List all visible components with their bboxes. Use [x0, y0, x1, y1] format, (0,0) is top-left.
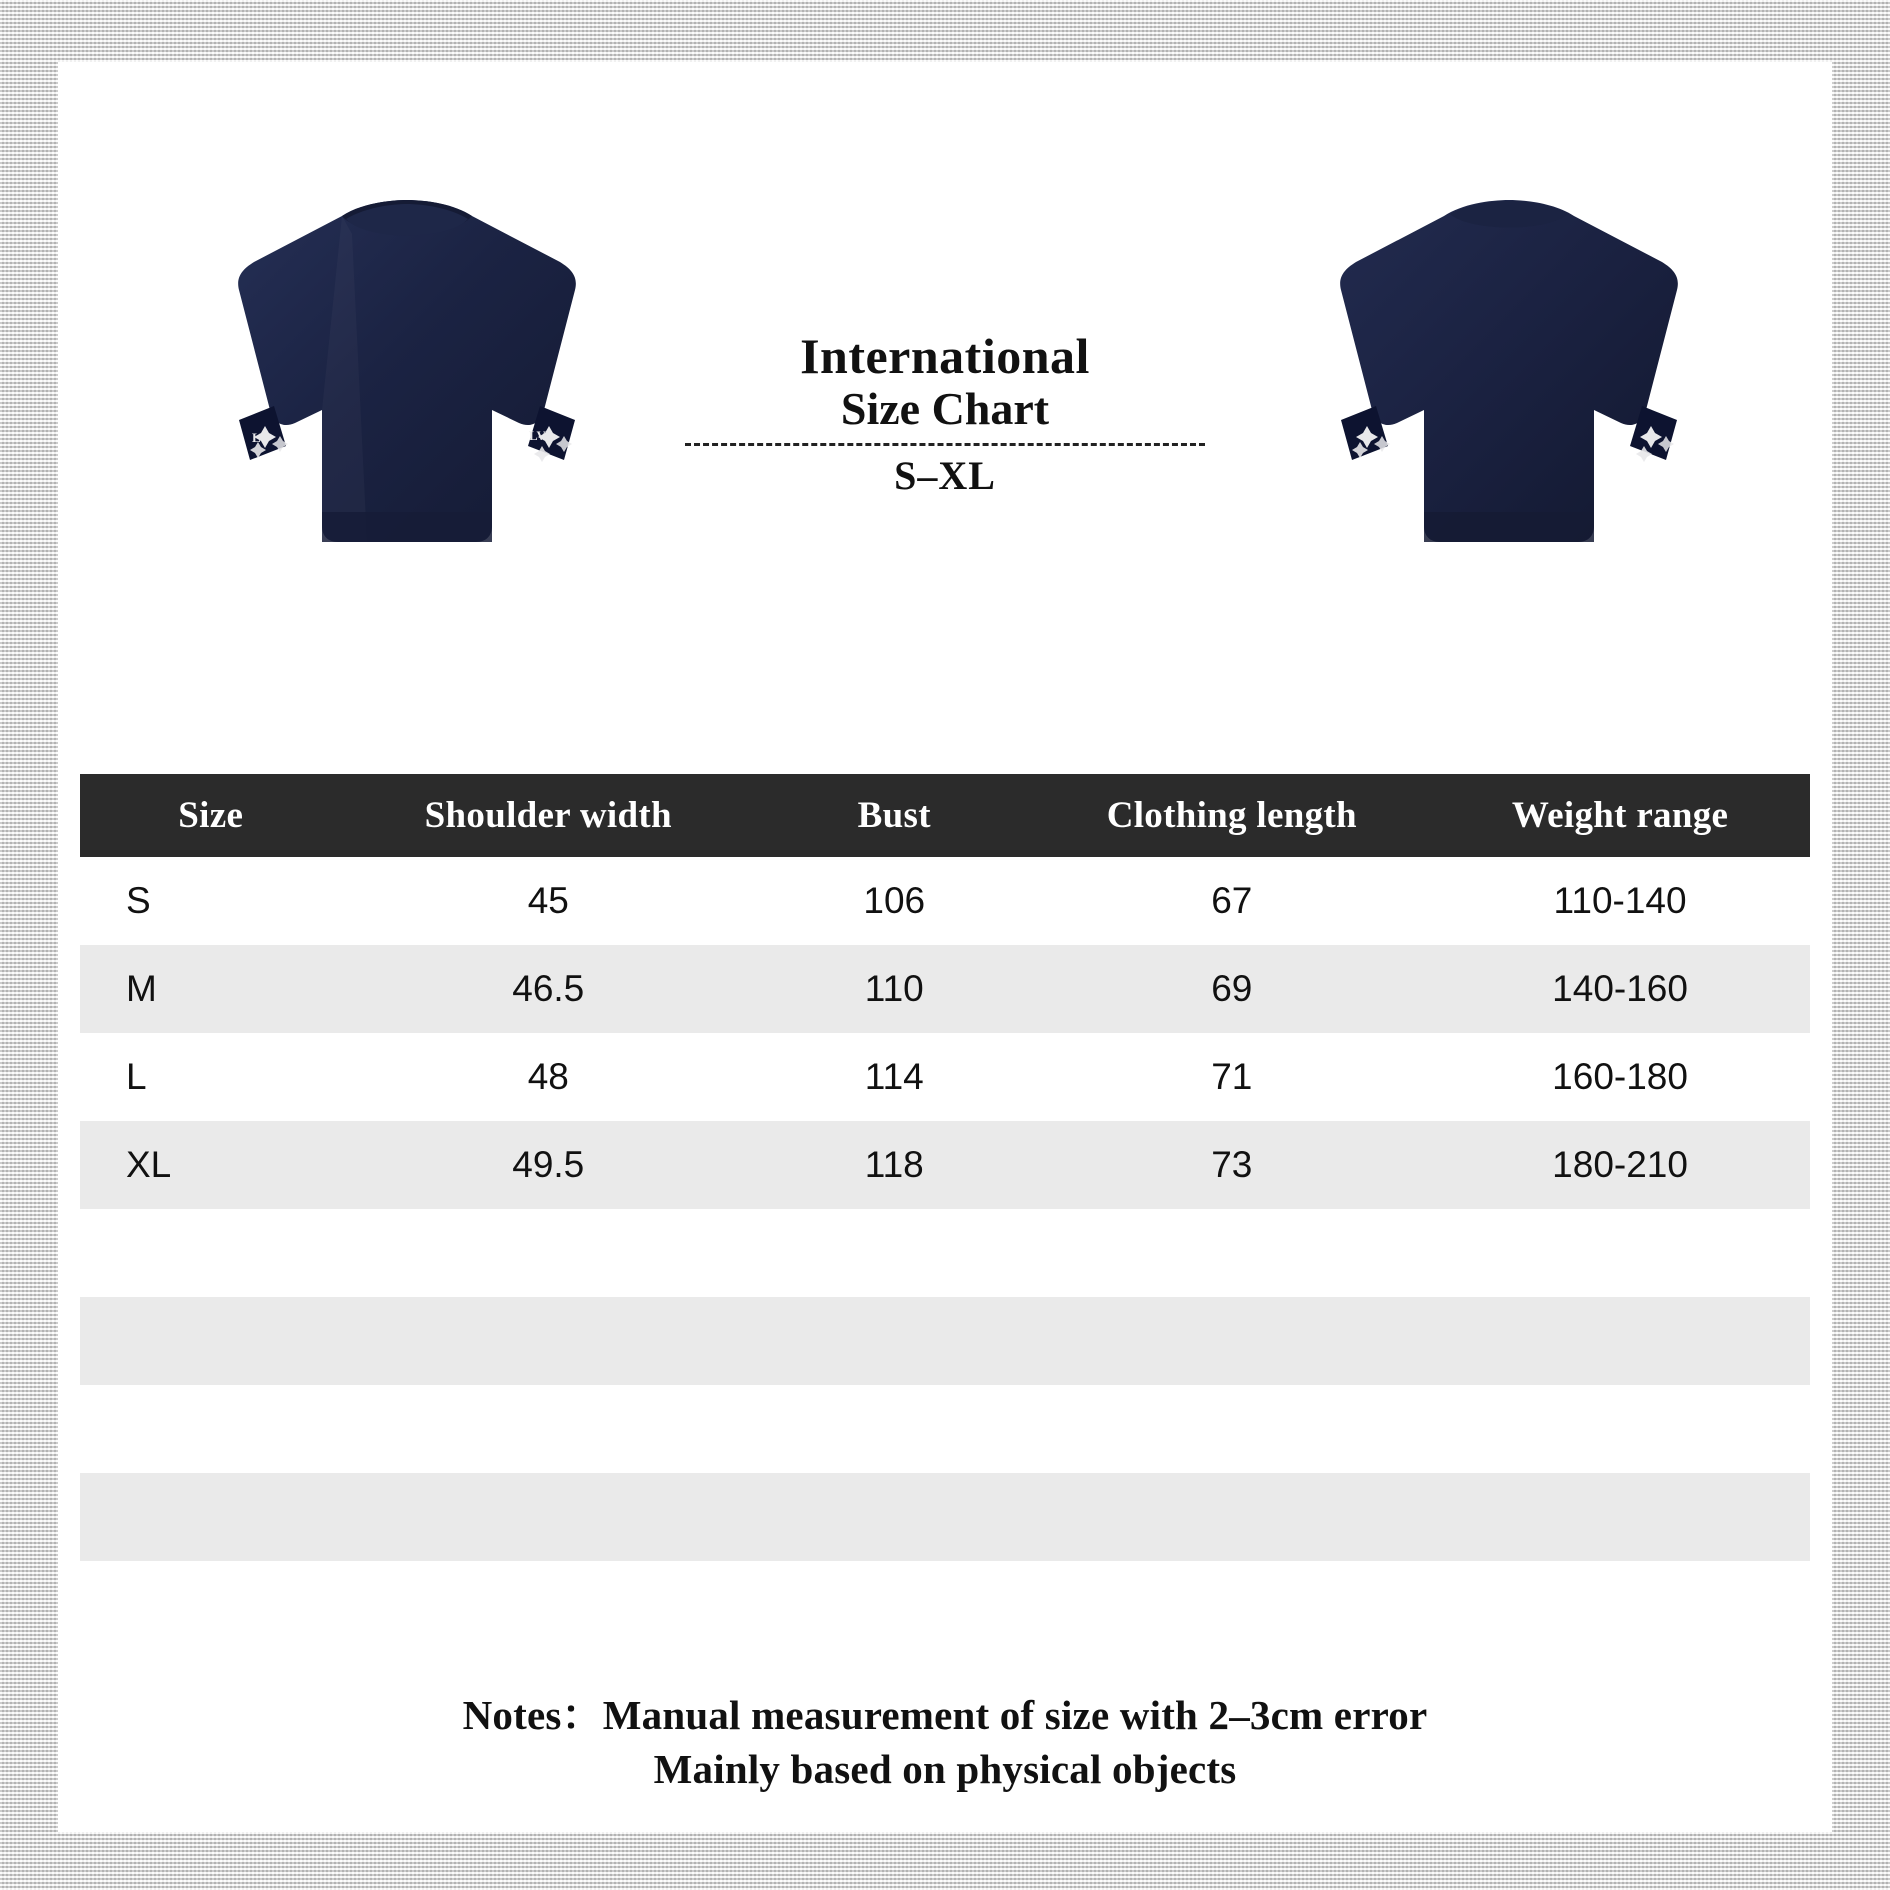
column-header-shoulder: Shoulder width: [341, 774, 755, 857]
cell-length: [1033, 1297, 1430, 1385]
cell-length: [1033, 1385, 1430, 1473]
table-row: [80, 945, 1810, 1033]
chart-title-primary: International: [800, 328, 1090, 384]
cell-shoulder: [341, 1209, 755, 1297]
table-row-empty: [80, 1385, 1810, 1473]
navy-sweater-back-image: [1294, 174, 1724, 604]
cell-weight: 110-140: [1553, 880, 1687, 921]
cell-size: L: [126, 1056, 147, 1097]
cell-shoulder: 46.5: [512, 968, 585, 1009]
cell-weight: [1430, 1209, 1810, 1297]
cell-length: 71: [1211, 1056, 1253, 1097]
size-table: [80, 774, 1810, 1561]
cell-size: [80, 1297, 341, 1385]
cell-size: S: [126, 880, 151, 921]
table-row-empty: [80, 1297, 1810, 1385]
cell-size: [80, 1473, 341, 1561]
column-header-bust: Bust: [755, 774, 1033, 857]
cell-bust: [755, 1385, 1033, 1473]
cell-weight: [1430, 1385, 1810, 1473]
table-row: [80, 1121, 1810, 1209]
cell-weight: 180-210: [1552, 1144, 1688, 1185]
cell-shoulder: [341, 1297, 755, 1385]
cell-shoulder: 49.5: [512, 1144, 585, 1185]
column-header-size: Size: [80, 774, 341, 857]
chart-canvas: [58, 62, 1832, 1832]
column-header-weight: Weight range: [1430, 774, 1810, 857]
cell-bust: [755, 1473, 1033, 1561]
cell-bust: 110: [864, 968, 924, 1009]
sweater-front-svg: [192, 174, 622, 604]
cell-bust: 106: [863, 880, 926, 921]
chart-size-range: S–XL: [894, 452, 996, 498]
cell-length: 69: [1211, 968, 1253, 1009]
cell-length: [1033, 1209, 1430, 1297]
cell-length: 73: [1211, 1144, 1253, 1185]
notes-block: [58, 1688, 1832, 1796]
table-row: [80, 1033, 1810, 1121]
cell-shoulder: 45: [527, 880, 569, 921]
cell-weight: 160-180: [1552, 1056, 1688, 1097]
cell-weight: 140-160: [1552, 968, 1688, 1009]
cell-shoulder: [341, 1385, 755, 1473]
cell-size: [80, 1209, 341, 1297]
navy-sweater-front-image: [192, 174, 622, 604]
table-row-empty: [80, 1473, 1810, 1561]
cell-size: M: [126, 968, 157, 1009]
svg-text:LV: LV: [252, 430, 269, 445]
cell-length: [1033, 1473, 1430, 1561]
sweater-back-svg: [1294, 174, 1724, 604]
cell-size: XL: [126, 1144, 172, 1185]
cell-bust: 118: [864, 1144, 924, 1185]
column-header-length: Clothing length: [1033, 774, 1430, 857]
size-table-body: [80, 857, 1810, 1561]
cell-bust: [755, 1297, 1033, 1385]
cell-shoulder: [341, 1473, 755, 1561]
table-header-row: [80, 774, 1810, 857]
chart-title-block: [635, 330, 1255, 499]
title-divider: [685, 443, 1205, 446]
table-row-empty: [80, 1209, 1810, 1297]
hero-section: [58, 62, 1832, 752]
cell-bust: [755, 1209, 1033, 1297]
cell-shoulder: 48: [527, 1056, 569, 1097]
cell-length: 67: [1211, 880, 1253, 921]
size-table-head: [80, 774, 1810, 857]
cell-size: [80, 1385, 341, 1473]
table-row: [80, 857, 1810, 945]
svg-text:LV: LV: [529, 428, 546, 443]
cell-weight: [1430, 1297, 1810, 1385]
chart-title-secondary: Size Chart: [840, 383, 1050, 434]
cell-weight: [1430, 1473, 1810, 1561]
cell-bust: 114: [864, 1056, 924, 1097]
notes-line-1: Notes：Manual measurement of size with 2–3cm error: [462, 1691, 1428, 1738]
notes-line-2: Mainly based on physical objects: [653, 1745, 1237, 1792]
